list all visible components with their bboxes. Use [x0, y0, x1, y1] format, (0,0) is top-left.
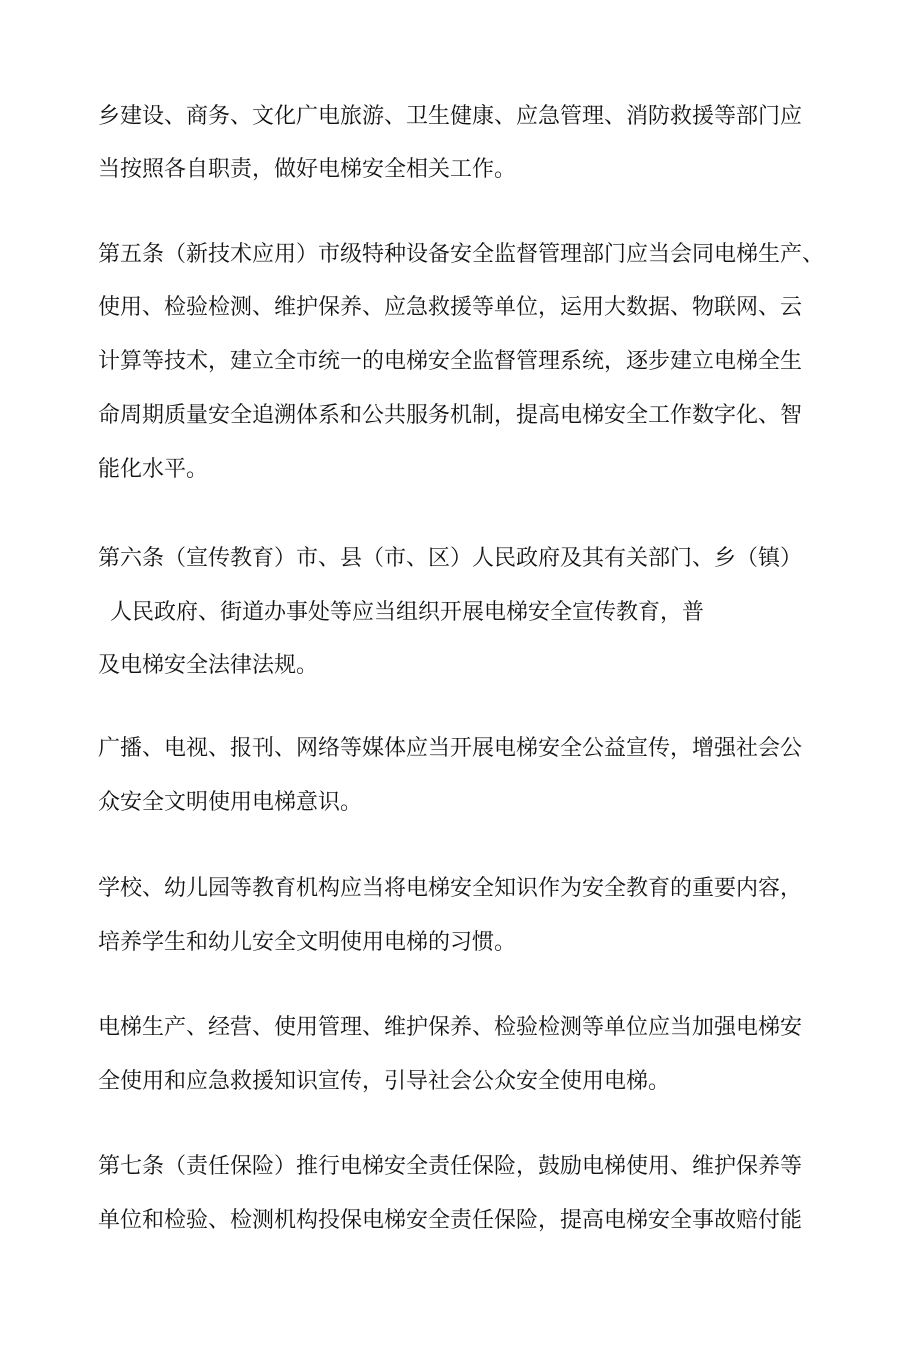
- paragraph-line: 及电梯安全法律法规。: [98, 653, 319, 678]
- paragraph-line: 乡建设、商务、文化广电旅游、卫生健康、应急管理、消防救援等部门应: [98, 104, 803, 129]
- paragraph-line: 当按照各自职责，做好电梯安全相关工作。: [98, 157, 517, 182]
- paragraph-line: 培养学生和幼儿安全文明使用电梯的习惯。: [98, 930, 517, 955]
- paragraph-line: 学校、幼儿园等教育机构应当将电梯安全知识作为安全教育的重要内容，: [98, 876, 803, 901]
- paragraph-line: 广播、电视、报刊、网络等媒体应当开展电梯安全公益宣传，增强社会公: [98, 736, 803, 761]
- paragraph-line: 全使用和应急救援知识宣传，引导社会公众安全使用电梯。: [98, 1069, 671, 1094]
- paragraph-line: 众安全文明使用电梯意识。: [98, 790, 363, 815]
- paragraph-line: 第七条（责任保险）推行电梯安全责任保险，鼓励电梯使用、维护保养等: [98, 1154, 803, 1179]
- paragraph-line: 单位和检验、检测机构投保电梯安全责任保险，提高电梯安全事故赔付能: [98, 1208, 803, 1233]
- paragraph-line: 第六条（宣传教育）市、县（市、区）人民政府及其有关部门、乡（镇）: [98, 546, 803, 571]
- paragraph-line: 能化水平。: [98, 457, 209, 482]
- paragraph-line: 电梯生产、经营、使用管理、维护保养、检验检测等单位应当加强电梯安: [98, 1015, 803, 1040]
- paragraph-line: 人民政府、街道办事处等应当组织开展电梯安全宣传教育，普: [110, 600, 705, 625]
- paragraph-line: 第五条（新技术应用）市级特种设备安全监督管理部门应当会同电梯生产、: [98, 242, 825, 267]
- paragraph-line: 使用、检验检测、维护保养、应急救援等单位，运用大数据、物联网、云: [98, 295, 803, 320]
- paragraph-line: 命周期质量安全追溯体系和公共服务机制，提高电梯安全工作数字化、智: [98, 403, 803, 428]
- paragraph-line: 计算等技术，建立全市统一的电梯安全监督管理系统，逐步建立电梯全生: [98, 349, 803, 374]
